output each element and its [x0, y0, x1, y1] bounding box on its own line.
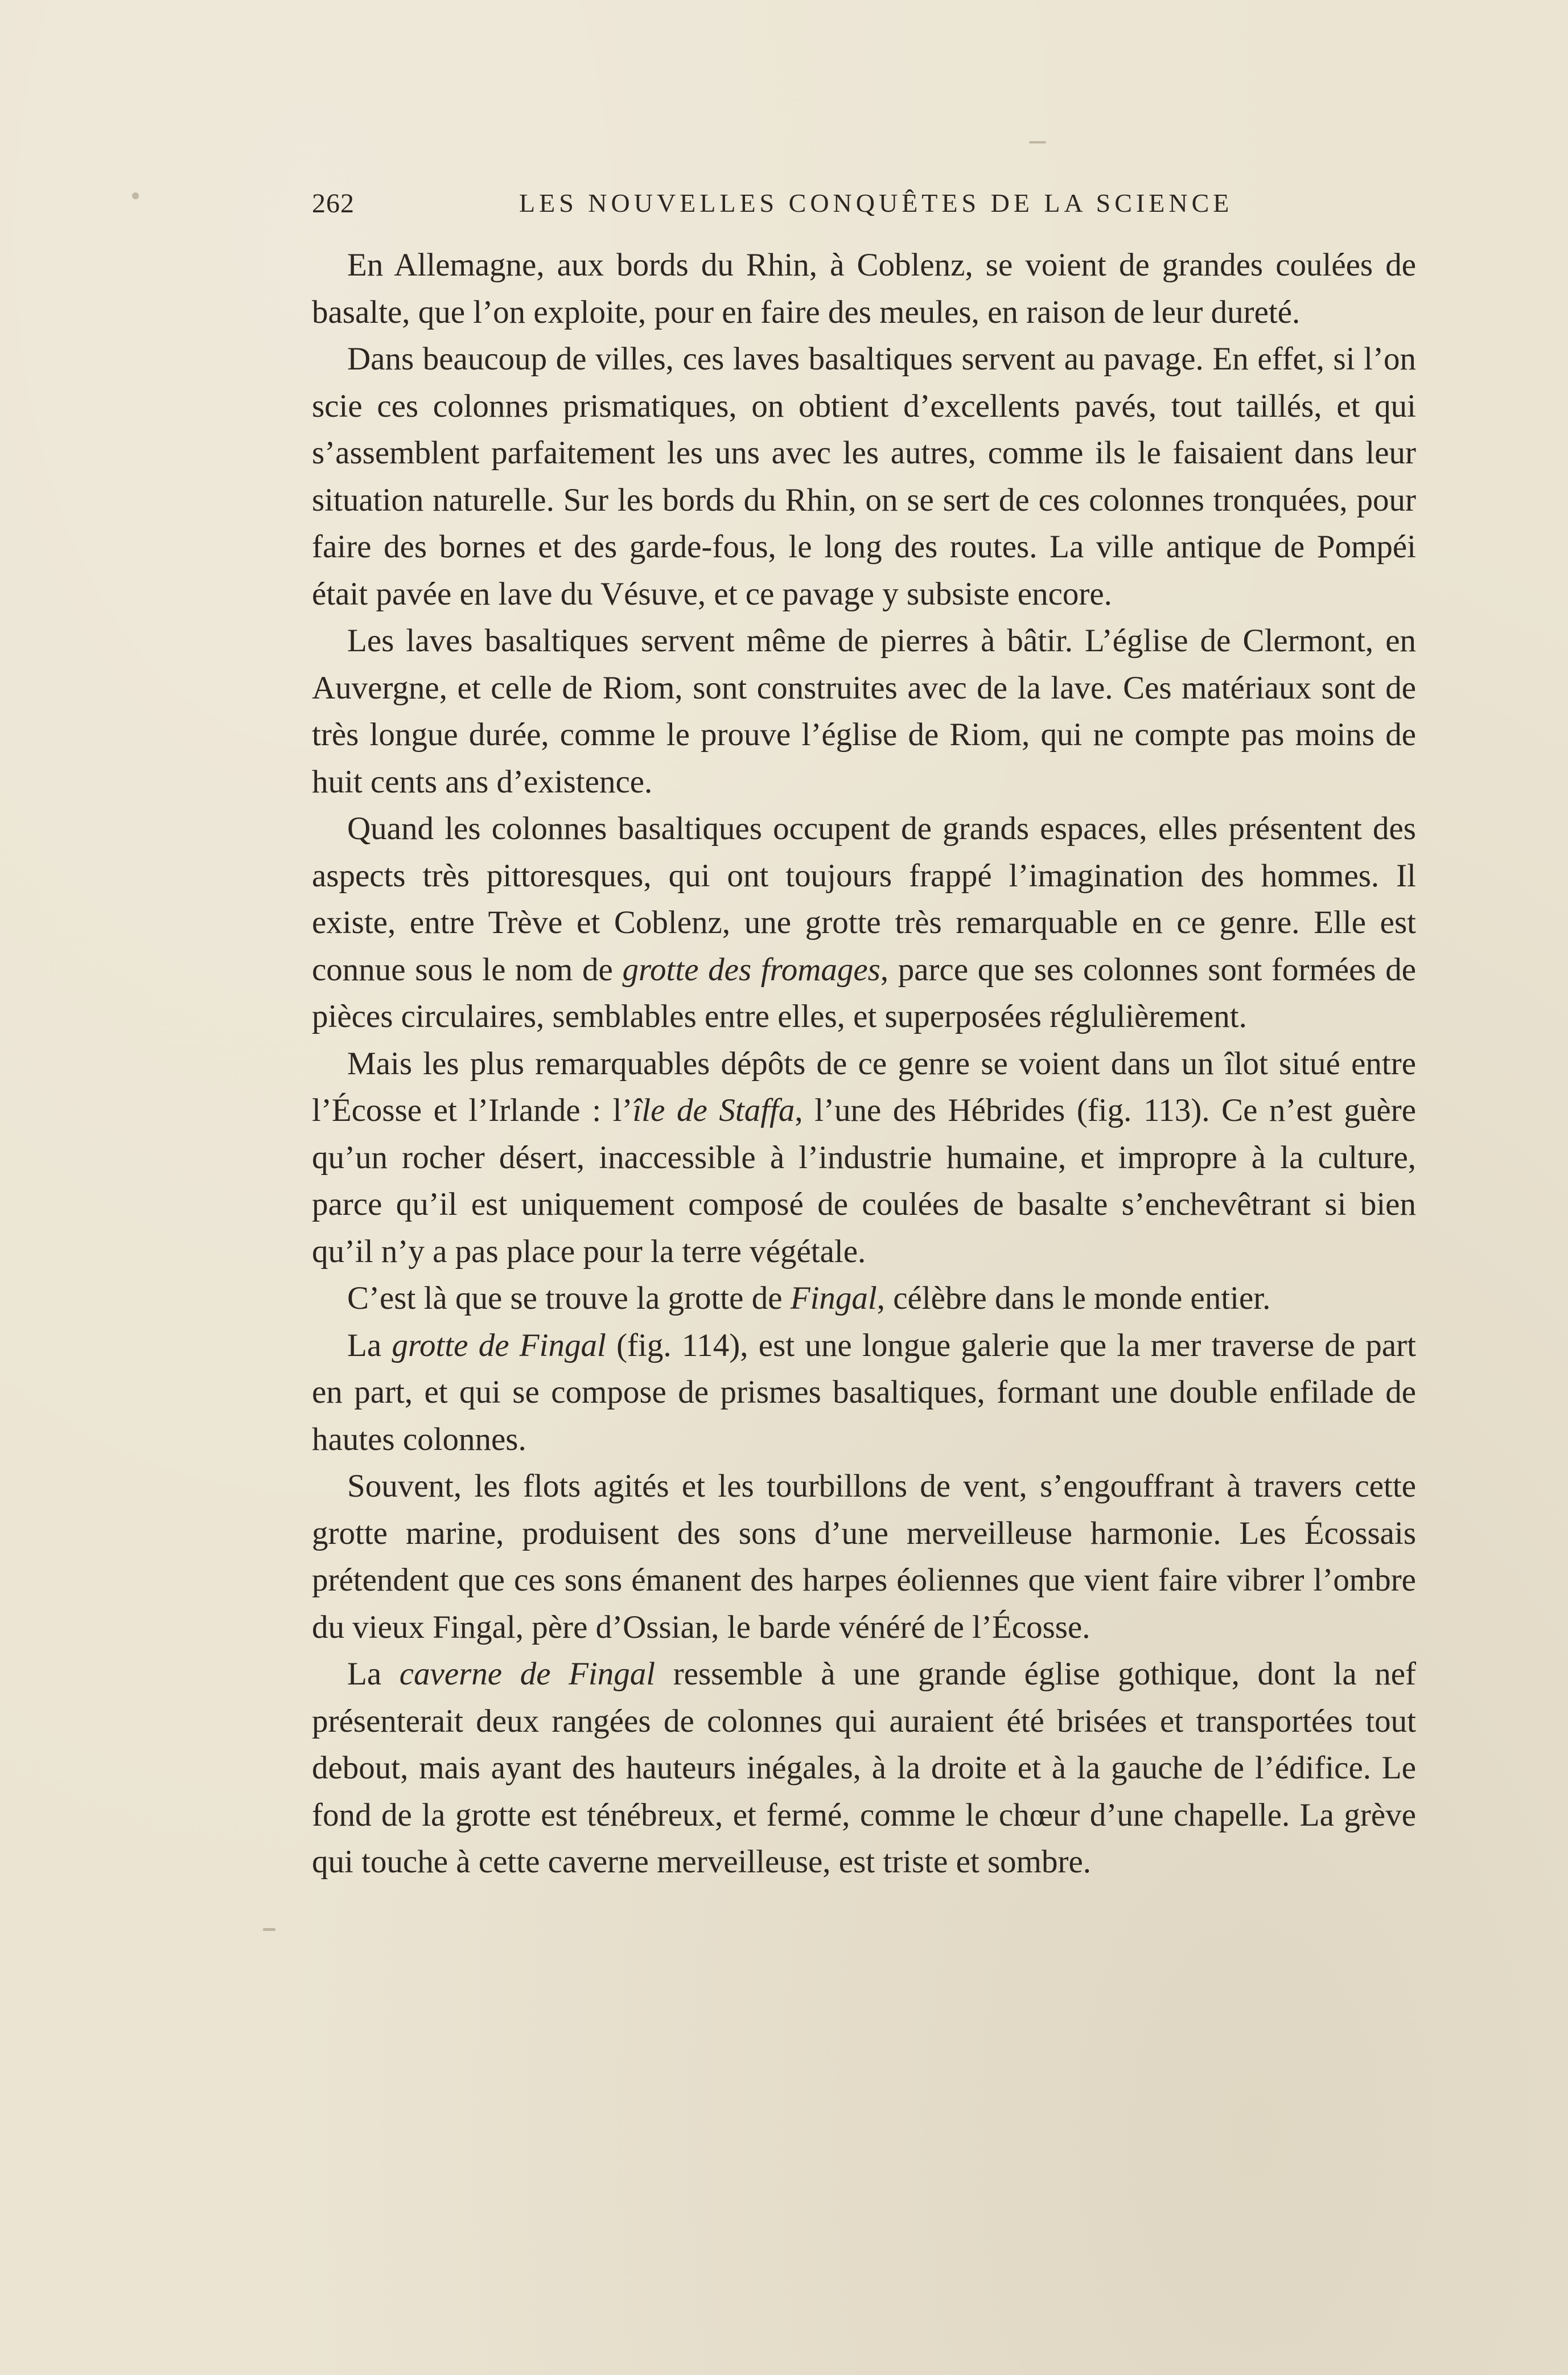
italic-term: grotte des fromages — [622, 951, 880, 988]
text-run: Mais les plus remarquables dépôts de ce genre se voient dans un îlot situé entre l’Écosse et l’Irlande : l’ — [312, 1045, 1416, 1128]
text-run: En Allemagne, aux bords du Rhin, à Coblenz, se voient de grandes coulées de basalte, que l’on exploite, pour en faire des meules, en raison de leur dureté. — [312, 247, 1416, 330]
paragraph — [312, 1651, 1416, 1886]
text-run: C’est là que se trouve la grotte de — [347, 1280, 791, 1316]
paragraph — [312, 1463, 1416, 1651]
paper-speck — [263, 1928, 275, 1931]
paragraph — [312, 1275, 1416, 1322]
italic-term: caverne de Fingal — [399, 1656, 656, 1692]
text-run: La — [347, 1656, 400, 1692]
text-run: Les laves basaltiques servent même de pierres à bâtir. L’église de Clermont, en Auvergne, et celle de Riom, sont construites avec de la lave. Ces matériaux sont de très longue durée, comme le prouve l’église de Riom, qui ne compte pas moins de huit cents ans d’existence. — [312, 623, 1416, 800]
paragraph — [312, 806, 1416, 1041]
paragraph — [312, 1041, 1416, 1276]
running-head — [312, 188, 1245, 233]
text-run: (fig. 114), est une longue galerie que la mer traverse de part en part, et qui se compose de prismes basaltiques, formant une double enfilade de hautes colonnes. — [312, 1327, 1416, 1457]
text-run: Souvent, les flots agités et les tourbillons de vent, s’engouffrant à travers cette grotte marine, produisent des sons d’une merveilleuse harmonie. Les Écossais prétendent que ces sons émanent des harpes éoliennes que vient faire vibrer l’ombre du vieux Fingal, père d’Ossian, le barde vénéré de l’Écosse. — [312, 1468, 1416, 1645]
paragraph — [312, 336, 1416, 618]
italic-term: Fingal — [790, 1280, 877, 1316]
paragraph — [312, 618, 1416, 806]
text-run: , célèbre dans le monde entier. — [876, 1280, 1271, 1316]
text-run: , parce que ses colonnes sont formées de pièces circulaires, semblables entre elles, et superposées réglulièrement. — [312, 951, 1417, 1034]
text-run: , l’une des Hébrides (fig. 113). Ce n’est guère qu’un rocher désert, inaccessible à l’industrie humaine, et impropre à la culture, parce qu’il est uniquement composé de coulées de basalte s’enchevêtrant si bien qu’il n’y a pas place pour la terre végétale. — [312, 1092, 1417, 1269]
text-run: Dans beaucoup de villes, ces laves basaltiques servent au pavage. En effet, si l’on scie ces colonnes prismatiques, on obtient d’excellents pavés, tout taillés, et qui s’assemblent parfaitement les uns avec les autres, comme ils le faisaient dans leur situation naturelle. Sur les bords du Rhin, on se sert de ces colonnes tronquées, pour faire des bornes et des garde-fous, le long des routes. La ville antique de Pompéi était pavée en lave du Vésuve, et ce pavage y subsiste encore. — [312, 341, 1416, 612]
italic-term: grotte de Fingal — [392, 1327, 606, 1363]
paragraph — [312, 1322, 1416, 1464]
paper-speck — [132, 192, 139, 199]
page-number: 262 — [312, 188, 355, 219]
text-run: Quand les colonnes basaltiques occupent de grands espaces, elles présentent des aspects très pittoresques, qui ont toujours frappé l’imagination des hommes. Il existe, entre Trève et Coblenz, une grotte très remarquable en ce genre. Elle est connue sous le nom de — [312, 811, 1416, 988]
text-run: ressemble à une grande église gothique, dont la nef présenterait deux rangées de colonnes qui auraient été brisées et transportées tout debout, mais ayant des hauteurs inégales, à la droite et à la gauche de l’édifice. Le fond de la grotte est ténébreux, et fermé, comme le chœur d’une chapelle. La grève qui touche à cette caverne merveilleuse, est triste et sombre. — [312, 1656, 1416, 1880]
body-text — [312, 242, 1416, 1886]
paragraph — [312, 242, 1416, 336]
paper-speck — [1029, 141, 1046, 143]
italic-term: île de Staffa — [632, 1092, 795, 1128]
text-run: La — [347, 1327, 392, 1363]
running-title: LES NOUVELLES CONQUÊTES DE LA SCIENCE — [519, 188, 1233, 217]
